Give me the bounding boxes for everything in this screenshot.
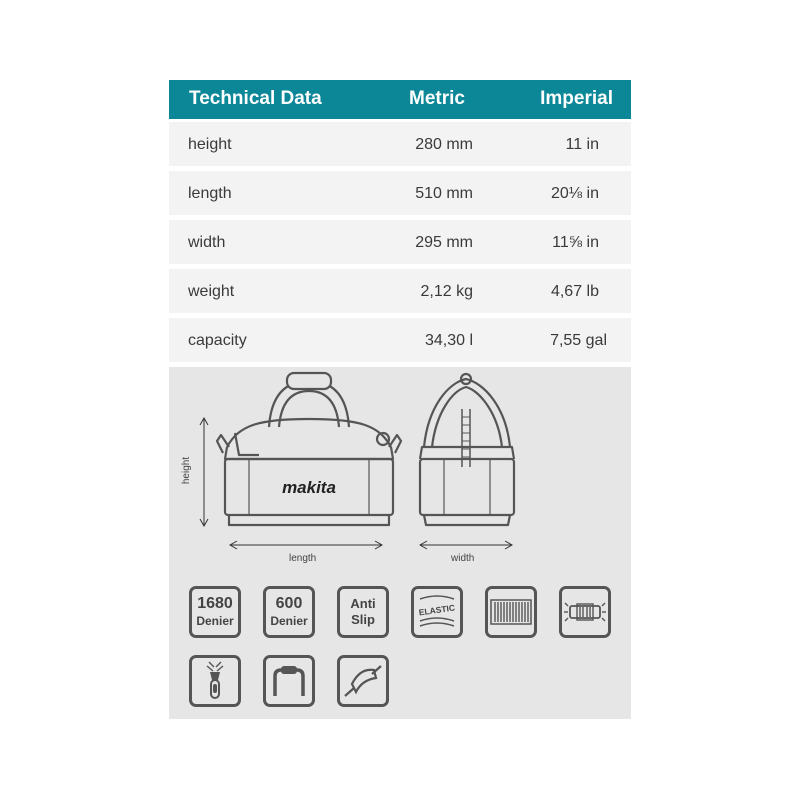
table-row-capacity [169,318,631,362]
velcro-strip-icon [485,586,537,638]
denier-1680-icon: 1680 Denier [189,586,241,638]
handle-icon [263,655,315,707]
row-imperial: 11 in [565,136,599,153]
zipper-icon [189,655,241,707]
row-metric: 510 mm [415,185,473,202]
height-label: height [181,456,193,485]
table-row-length [169,171,631,215]
row-metric: 2,12 kg [420,283,473,300]
width-dimension-arrow [419,539,513,551]
table-row-weight [169,269,631,313]
row-imperial: 4,67 lb [550,283,599,300]
elastic-icon [411,586,463,638]
led-light-icon [559,586,611,638]
row-label: length [188,185,232,202]
shoulder-strap-icon [337,655,389,707]
table-row-width [169,220,631,264]
bag-side-view [414,367,524,537]
row-label: weight [188,283,235,300]
technical-data-table [169,80,631,362]
row-imperial: 20⅛ in [550,185,599,202]
table-row-height [169,122,631,166]
bag-front-view [199,367,419,537]
row-label: capacity [188,332,247,349]
row-label: height [188,136,232,153]
length-label: length [289,553,317,564]
length-dimension-arrow [229,539,383,551]
row-metric: 34,30 l [424,332,473,349]
brand-logo: makita [282,478,336,497]
row-imperial: 11⅝ in [552,234,599,251]
row-label: width [188,234,226,251]
product-diagram-panel [169,367,631,719]
header-imperial: Imperial [540,88,613,109]
height-dimension-arrow [197,417,211,529]
width-label: width [451,553,475,564]
anti-slip-icon: Anti Slip [337,586,389,638]
header-metric: Metric [409,88,465,109]
row-imperial: 7,55 gal [550,332,607,349]
table-header [169,80,631,119]
denier-600-icon: 600 Denier [263,586,315,638]
row-metric: 295 mm [415,234,473,251]
row-metric: 280 mm [415,136,473,153]
svg-text:ELASTIC: ELASTIC [418,602,456,618]
header-technical-data: Technical Data [189,88,322,109]
